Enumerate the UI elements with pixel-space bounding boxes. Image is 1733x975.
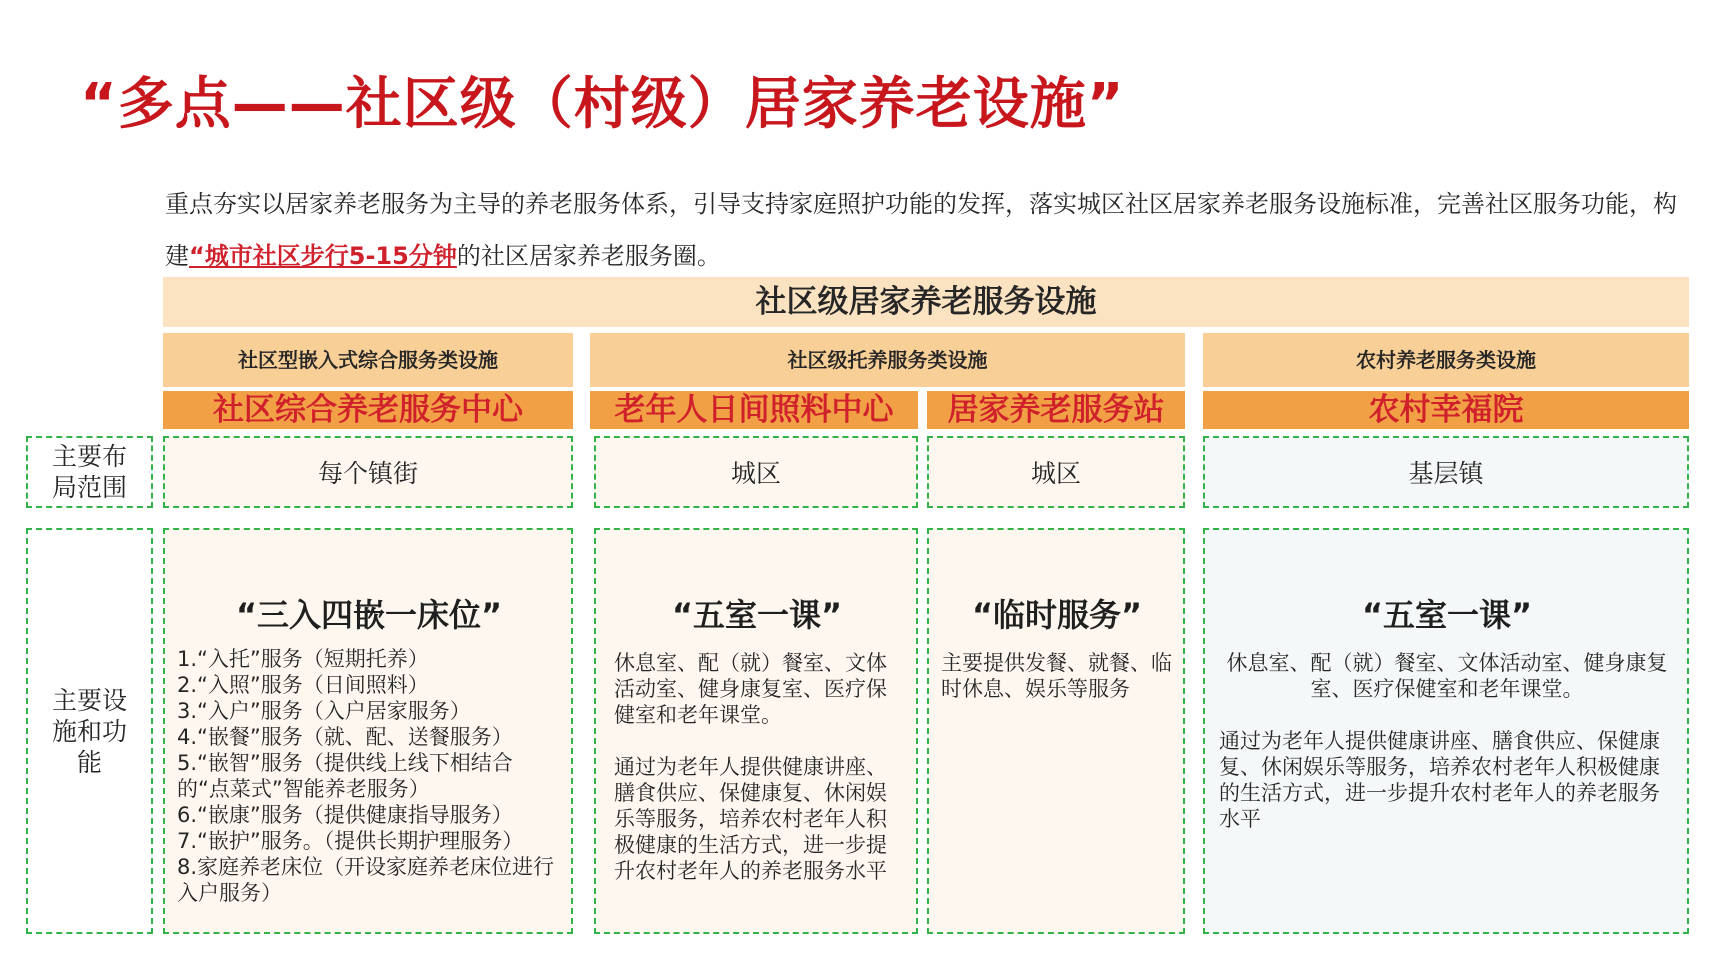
range-text-1: 城区: [730, 459, 781, 488]
facility-service-station: 居家养老服务站: [927, 391, 1185, 429]
function-title-0: “三入四嵌一床位”: [235, 596, 503, 634]
function-text-3a: 休息室、配（就）餐室、文体活动室、健身康复室、医疗保健室和老年课堂。: [1226, 651, 1668, 701]
table-header: 社区级居家养老服务设施: [163, 277, 1689, 327]
function-cell-0: [163, 528, 573, 934]
range-cell-2: [927, 436, 1185, 508]
function-title-1: “五室一课”: [671, 596, 843, 634]
range-cell-0: [163, 436, 573, 508]
category-care: 社区级托养服务类设施: [590, 333, 1185, 387]
list-item: 4.“嵌餐”服务（就、配、送餐服务）: [177, 725, 513, 749]
range-text-2: 城区: [1030, 459, 1081, 488]
list-item: 3.“入户”服务（入户居家服务）: [177, 699, 471, 723]
range-text-3: 基层镇: [1408, 459, 1484, 488]
row-label-function-text: 主要设施和功能: [51, 685, 127, 777]
range-text-0: 每个镇街: [317, 459, 418, 488]
category-rural: 农村养老服务类设施: [1203, 333, 1689, 387]
range-cell-1: [594, 436, 918, 508]
facility-rural-home: 农村幸福院: [1203, 391, 1689, 429]
list-item: 5.“嵌智”服务（提供线上线下相结合的“点菜式”智能养老服务）: [177, 751, 513, 801]
facility-community-center: 社区综合养老服务中心: [163, 391, 573, 429]
function-cell-1: [594, 528, 918, 934]
function-title-3: “五室一课”: [1361, 596, 1533, 634]
page-title: “多点——社区级（村级）居家养老设施”: [80, 72, 1125, 137]
intro-text-2: 的社区居家养老服务圈。: [456, 242, 721, 270]
facility-day-care: 老年人日间照料中心: [590, 391, 918, 429]
row-label-range: [26, 436, 153, 508]
function-text-3b: 通过为老年人提供健康讲座、膳食供应、保健康复、休闲娱乐等服务，培养农村老年人积极健康的生活方式，进一步提升农村老年人的养老服务水平: [1219, 729, 1660, 831]
intro-text-1: 重点夯实以居家养老服务为主导的养老服务体系，引导支持家庭照护功能的发挥，落实城区社区居家养老服务设施标准，完善社区服务功能，构建: [165, 190, 1677, 270]
list-item: 7.“嵌护”服务。（提供长期护理服务）: [177, 829, 524, 853]
function-text-2a: 主要提供发餐、就餐、临时休息、娱乐等服务: [941, 651, 1172, 701]
function-title-2: “临时服务”: [971, 596, 1143, 634]
row-label-function: [26, 528, 153, 934]
list-item: 6.“嵌康”服务（提供健康指导服务）: [177, 803, 513, 827]
function-cell-3: [1203, 528, 1689, 934]
row-label-range-text: 主要布局范围: [51, 442, 127, 502]
function-cell-2: [927, 528, 1185, 934]
list-item: 8.家庭养老床位（开设家庭养老床位进行入户服务）: [177, 855, 555, 905]
list-item: 2.“入照”服务（日间照料）: [177, 673, 429, 697]
intro-paragraph: [165, 178, 1685, 282]
category-embedded: 社区型嵌入式综合服务类设施: [163, 333, 573, 387]
function-text-1b: 通过为老年人提供健康讲座、膳食供应、保健康复、休闲娱乐等服务，培养农村老年人积极健康的生活方式，进一步提升农村老年人的养老服务水平: [614, 755, 887, 883]
function-text-1a: 休息室、配（就）餐室、文体活动室、健身康复室、医疗保健室和老年课堂。: [614, 651, 887, 727]
range-cell-3: [1203, 436, 1689, 508]
function-list-0: [177, 646, 561, 906]
intro-highlight: “城市社区步行5-15分钟: [189, 242, 457, 270]
list-item: 1.“入托”服务（短期托养）: [177, 647, 429, 671]
